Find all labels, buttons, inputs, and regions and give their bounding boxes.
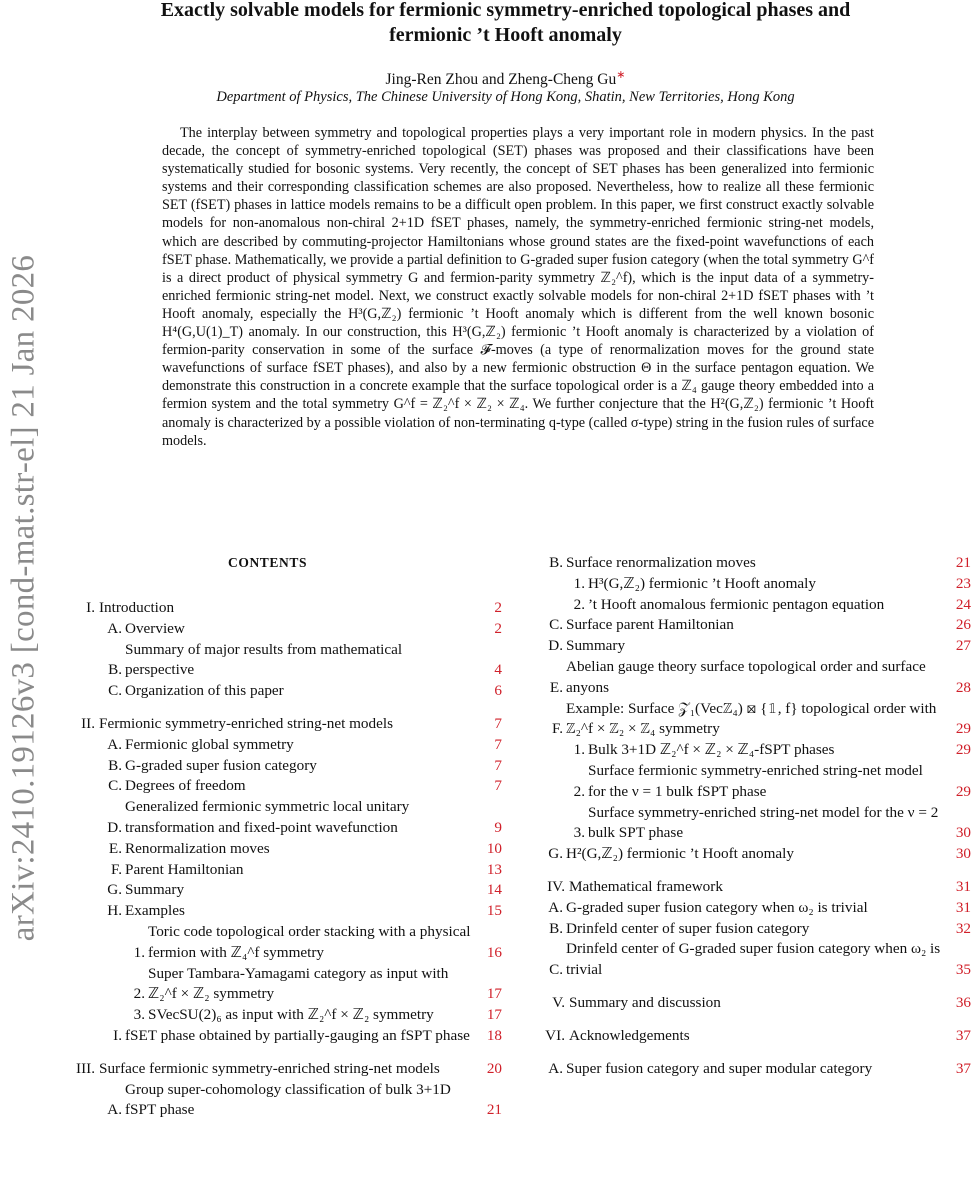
toc-entry-label: fSET phase obtained by partially-gauging an fSPT phase [125, 1026, 470, 1044]
toc-entry-number: A. [107, 619, 122, 637]
toc-page-link[interactable]: 4 [494, 661, 502, 679]
toc-entry[interactable] [537, 939, 971, 981]
toc-page-link[interactable]: 20 [486, 1059, 502, 1077]
toc-entry-label: Summary [125, 881, 185, 899]
toc-entry[interactable] [60, 598, 504, 619]
toc-entry-number: 1. [573, 741, 585, 759]
toc-entry[interactable] [60, 901, 504, 922]
toc-entry-number: D. [548, 637, 563, 655]
toc-entry[interactable] [60, 797, 504, 839]
toc-entry-label: Drinfeld center of super fusion category [566, 919, 810, 937]
toc-gap [537, 1014, 971, 1026]
toc-page-link[interactable]: 37 [955, 1059, 971, 1077]
toc-page-link[interactable]: 35 [955, 961, 971, 979]
toc-page-link[interactable]: 29 [955, 741, 971, 759]
toc-entry-label: Summary of major results from mathematical perspective [125, 640, 403, 679]
author-footnote-mark[interactable]: ∗ [616, 69, 626, 81]
toc-entry-label: Organization of this paper [125, 682, 284, 700]
toc-entry-label: Fermionic global symmetry [125, 735, 294, 753]
toc-gap [537, 981, 971, 993]
toc-entry[interactable] [60, 681, 504, 702]
toc-entry[interactable] [60, 1005, 504, 1026]
toc-entry[interactable] [537, 761, 971, 803]
toc-page-link[interactable]: 2 [494, 619, 502, 637]
toc-entry[interactable] [537, 803, 971, 845]
toc-entry[interactable] [60, 1026, 504, 1047]
toc-page-link[interactable]: 30 [955, 845, 971, 863]
toc-entry-number: H. [107, 902, 122, 920]
toc-entry-number: I. [113, 1026, 122, 1044]
toc-entry[interactable] [60, 756, 504, 777]
toc-entry[interactable] [537, 553, 971, 574]
toc-entry-number: 2. [573, 782, 585, 800]
authors-text: Jing-Ren Zhou and Zheng-Cheng Gu [385, 71, 617, 89]
toc-page-link[interactable]: 27 [955, 637, 971, 655]
toc-entry-label: Group super-cohomology classification of bulk 3+1D fSPT phase [125, 1080, 451, 1119]
toc-entry[interactable] [537, 1026, 971, 1047]
toc-gap [537, 865, 971, 877]
toc-entry[interactable] [60, 640, 504, 682]
toc-entry-label: Example: Surface 𝒵₁(Vecℤ₄) ⊠ {𝟙, f} topological order with ℤ₂^f × ℤ₂ × ℤ₄ symmetry [566, 699, 937, 738]
toc-page-link[interactable]: 18 [486, 1026, 502, 1044]
toc-entry-number: F. [110, 860, 122, 878]
toc-entry-number: D. [107, 818, 122, 836]
toc-page-link[interactable]: 14 [486, 881, 502, 899]
toc-page-link[interactable]: 16 [486, 943, 502, 961]
toc-entry-label: Surface fermionic symmetry-enriched string-net model for the ν = 1 bulk fSPT phase [588, 761, 923, 800]
contents-heading: CONTENTS [228, 555, 308, 570]
toc-entry[interactable] [537, 877, 971, 898]
toc-gap [60, 702, 504, 714]
affiliation: Department of Physics, The Chinese University of Hong Kong, Shatin, New Territories, Hong Kong [216, 89, 795, 105]
toc-entry-label: Toric code topological order stacking with a physical fermion with ℤ₄^f symmetry [148, 922, 471, 961]
arxiv-sidebar [0, 0, 48, 1200]
toc-page-link[interactable]: 29 [955, 720, 971, 738]
toc-entry-label: Degrees of freedom [125, 777, 246, 795]
toc-entry[interactable] [537, 898, 971, 919]
toc-entry-label: Summary [566, 637, 626, 655]
toc-entry-number: B. [549, 554, 563, 571]
toc-entry[interactable] [537, 615, 971, 636]
toc-entry[interactable] [60, 714, 504, 735]
toc-entry[interactable] [60, 839, 504, 860]
toc-entry[interactable] [537, 699, 971, 741]
title-line-2: fermionic ’t Hooft anomaly [389, 24, 622, 46]
toc-entry-label: Super fusion category and super modular category [566, 1059, 873, 1077]
toc-entry-number: II. [81, 714, 95, 732]
toc-entry[interactable] [537, 993, 971, 1014]
toc-page-link[interactable]: 15 [486, 902, 502, 920]
paper-title [60, 0, 951, 48]
toc-entry-number: IV. [547, 877, 565, 895]
toc-entry[interactable] [537, 574, 971, 595]
toc-entry[interactable] [537, 595, 971, 616]
toc-page-link[interactable]: 7 [494, 756, 502, 774]
toc-entry-label: Surface renormalization moves [566, 554, 756, 571]
toc-gap [60, 1047, 504, 1059]
toc-entry-label: Overview [125, 619, 185, 637]
toc-entry[interactable] [60, 1080, 504, 1122]
toc-entry[interactable] [537, 636, 971, 657]
toc-entry[interactable] [60, 1059, 504, 1080]
toc-page-link[interactable]: 17 [486, 985, 502, 1003]
toc-entry-label: G-graded super fusion category [125, 756, 317, 774]
toc-entry[interactable] [537, 740, 971, 761]
toc-entry-label: SVecSU(2)₆ as input with ℤ₂^f × ℤ₂ symmetry [148, 1006, 434, 1024]
toc-entry-label: H²(G,ℤ₂) fermionic ’t Hooft anomaly [566, 845, 794, 863]
toc-entry-label: Drinfeld center of G-graded super fusion category when ω₂ is trivial [566, 940, 941, 979]
author-list [60, 68, 951, 89]
toc-entry[interactable] [60, 860, 504, 881]
toc-page-link[interactable]: 28 [955, 678, 971, 696]
title-line-1: Exactly solvable models for fermionic symmetry-enriched topological phases and [160, 0, 851, 21]
toc-entry[interactable] [537, 1059, 971, 1080]
toc-left-column [60, 598, 504, 1121]
toc-entry-number: 3. [573, 824, 585, 842]
toc-entry-label: Fermionic symmetry-enriched string-net models [99, 714, 393, 732]
toc-entry[interactable] [537, 844, 971, 865]
toc-entry-number: 2. [573, 595, 585, 613]
toc-entry-number: C. [108, 777, 122, 795]
toc-page-link[interactable]: 32 [955, 919, 971, 937]
toc-entry-number: 2. [133, 985, 145, 1003]
toc-entry-label: Abelian gauge theory surface topological order and surface anyons [566, 657, 926, 696]
toc-entry-number: E. [549, 678, 563, 696]
toc-page-link[interactable]: 30 [955, 824, 971, 842]
toc-page-link[interactable]: 2 [494, 599, 502, 616]
toc-entry-label: Bulk 3+1D ℤ₂^f × ℤ₂ × ℤ₄-fSPT phases [588, 741, 835, 759]
toc-entry-label: Mathematical framework [569, 877, 723, 895]
toc-entry-number: C. [108, 682, 122, 700]
toc-entry-number: A. [548, 1059, 563, 1077]
toc-page-link[interactable]: 31 [955, 898, 971, 916]
toc-entry-label: Generalized fermionic symmetric local unitary transformation and fixed-point wavefunction [125, 798, 410, 836]
toc-entry-number: 1. [133, 943, 145, 961]
toc-page-link[interactable]: 7 [494, 777, 502, 795]
toc-page-link[interactable]: 29 [955, 782, 971, 800]
toc-page-link[interactable]: 7 [494, 714, 502, 732]
toc-entry-label: Examples [125, 902, 185, 920]
toc-entry-number: A. [107, 735, 122, 753]
toc-entry-number: C. [549, 961, 563, 979]
toc-entry-label: Renormalization moves [125, 839, 270, 857]
toc-entry-number: G. [548, 845, 563, 863]
toc-entry-label: Summary and discussion [569, 993, 721, 1011]
toc-entry-label: Super Tambara-Yamagami category as input with ℤ₂^f × ℤ₂ symmetry [148, 964, 449, 1003]
arxiv-identifier: arXiv:2410.19126v3 [cond-mat.str-el] 21 Jan 2026 [5, 254, 42, 942]
toc-entry-number: I. [86, 599, 95, 616]
toc-entry-label: Surface fermionic symmetry-enriched string-net models [99, 1059, 440, 1077]
toc-entry-number: III. [76, 1059, 95, 1077]
toc-entry-label: H³(G,ℤ₂) fermionic ’t Hooft anomaly [588, 574, 816, 592]
toc-entry-number: V. [552, 993, 565, 1011]
toc-entry-number: 1. [573, 574, 585, 592]
toc-gap [537, 1047, 971, 1059]
toc-entry[interactable] [60, 619, 504, 640]
toc-page-link[interactable]: 23 [955, 574, 971, 592]
toc-page-link[interactable]: 31 [955, 877, 971, 895]
toc-entry[interactable] [537, 919, 971, 940]
toc-entry[interactable] [60, 922, 504, 964]
toc-entry-number: A. [548, 898, 563, 916]
toc-page-link[interactable]: 26 [955, 616, 971, 634]
toc-entry[interactable] [537, 657, 971, 699]
toc-page-link[interactable]: 10 [486, 839, 502, 857]
toc-entry-label: G-graded super fusion category when ω₂ is trivial [566, 898, 868, 916]
toc-page-link[interactable]: 24 [955, 595, 971, 613]
toc-entry-number: C. [549, 616, 563, 634]
toc-entry-number: E. [108, 839, 122, 857]
toc-entry-label: Parent Hamiltonian [125, 860, 244, 878]
toc-page-link[interactable]: 7 [494, 735, 502, 753]
toc-entry[interactable] [60, 776, 504, 797]
toc-entry[interactable] [60, 964, 504, 1006]
toc-entry-number: B. [549, 919, 563, 937]
toc-entry-number: VI. [545, 1026, 565, 1044]
toc-entry-label: Acknowledgements [569, 1026, 690, 1044]
toc-page-link[interactable]: 37 [955, 1026, 971, 1044]
toc-entry-label: Introduction [99, 599, 175, 616]
toc-entry-label: ’t Hooft anomalous fermionic pentagon equation [588, 595, 885, 613]
toc-page-link[interactable]: 13 [486, 860, 502, 878]
toc-page-link[interactable]: 6 [494, 682, 502, 700]
toc-entry-number: A. [107, 1101, 122, 1119]
toc-page-link[interactable]: 9 [494, 818, 502, 836]
toc-entry-number: F. [551, 720, 563, 738]
toc-entry-number: B. [108, 661, 122, 679]
toc-entry[interactable] [60, 880, 504, 901]
toc-page-link[interactable]: 17 [486, 1006, 502, 1024]
toc-entry-label: Surface symmetry-enriched string-net model for the ν = 2 bulk SPT phase [588, 803, 939, 842]
toc-entry[interactable] [60, 735, 504, 756]
toc-entry-number: B. [108, 756, 122, 774]
toc-entry-label: Surface parent Hamiltonian [566, 616, 734, 634]
toc-page-link[interactable]: 21 [955, 554, 971, 571]
toc-right-column [537, 553, 971, 1079]
toc-page-link[interactable]: 21 [486, 1101, 502, 1119]
toc-page-link[interactable]: 36 [955, 993, 971, 1011]
abstract: The interplay between symmetry and topological properties plays a very important role in modern physics. In the past decade, the concept of symmetry-enriched topological (SET) phases was proposed and their classifications have been systematically studied for bosonic systems. Very recently, the concept of SET phases has been generalized into fermionic systems and their corresponding classification schemes are also proposed. Nevertheless, how to realize all these fermionic SET (fSET) phases in lattice models remains to be a difficult open problem. In this paper, we first construct exactly solvable models for non-anomalous non-chiral 2+1D fSET phases, namely, the symmetry-enriched fermionic string-net models, which are described by commuting-projector Hamiltonians whose ground states are the fixed-point wavefunctions of each fSET phase. Mathematically, we provide a partial definition to G-graded super fusion category (when the total symmetry G^f is a direct product of physical symmetry G and fermion-parity symmetry ℤ₂^f), which is the input data of a symmetry-enriched fermionic string-net model. Next, we construct exactly solvable models for non-chiral 2+1D fSET phases with ’t Hooft anomaly, especially the H³(G,ℤ₂) fermionic ’t Hooft anomaly which is different from the well known bosonic H⁴(G,U(1)_T) anomaly. In our construction, this H³(G,ℤ₂) fermionic ’t Hooft anomaly is characterized by a violation of fermion-parity conservation in some of the surface 𝓕-moves (a type of renormalization moves for the ground state wavefunctions of surface fSET phases), and also by a new fermionic obstruction Θ in the surface pentagon equation. We demonstrate this construction in a concrete example that the surface topological order is a ℤ₄ gauge theory embedded into a fermion system and the total symmetry G^f = ℤ₂^f × ℤ₂ × ℤ₄. We further conjecture that the H²(G,ℤ₂) fermionic ’t Hooft anomaly is characterized by a possible violation of non-terminating q-type (called σ-type) string in the fusion rules of surface models. [162, 125, 874, 449]
toc-entry-number: 3. [133, 1006, 145, 1024]
toc-entry-number: G. [107, 881, 122, 899]
